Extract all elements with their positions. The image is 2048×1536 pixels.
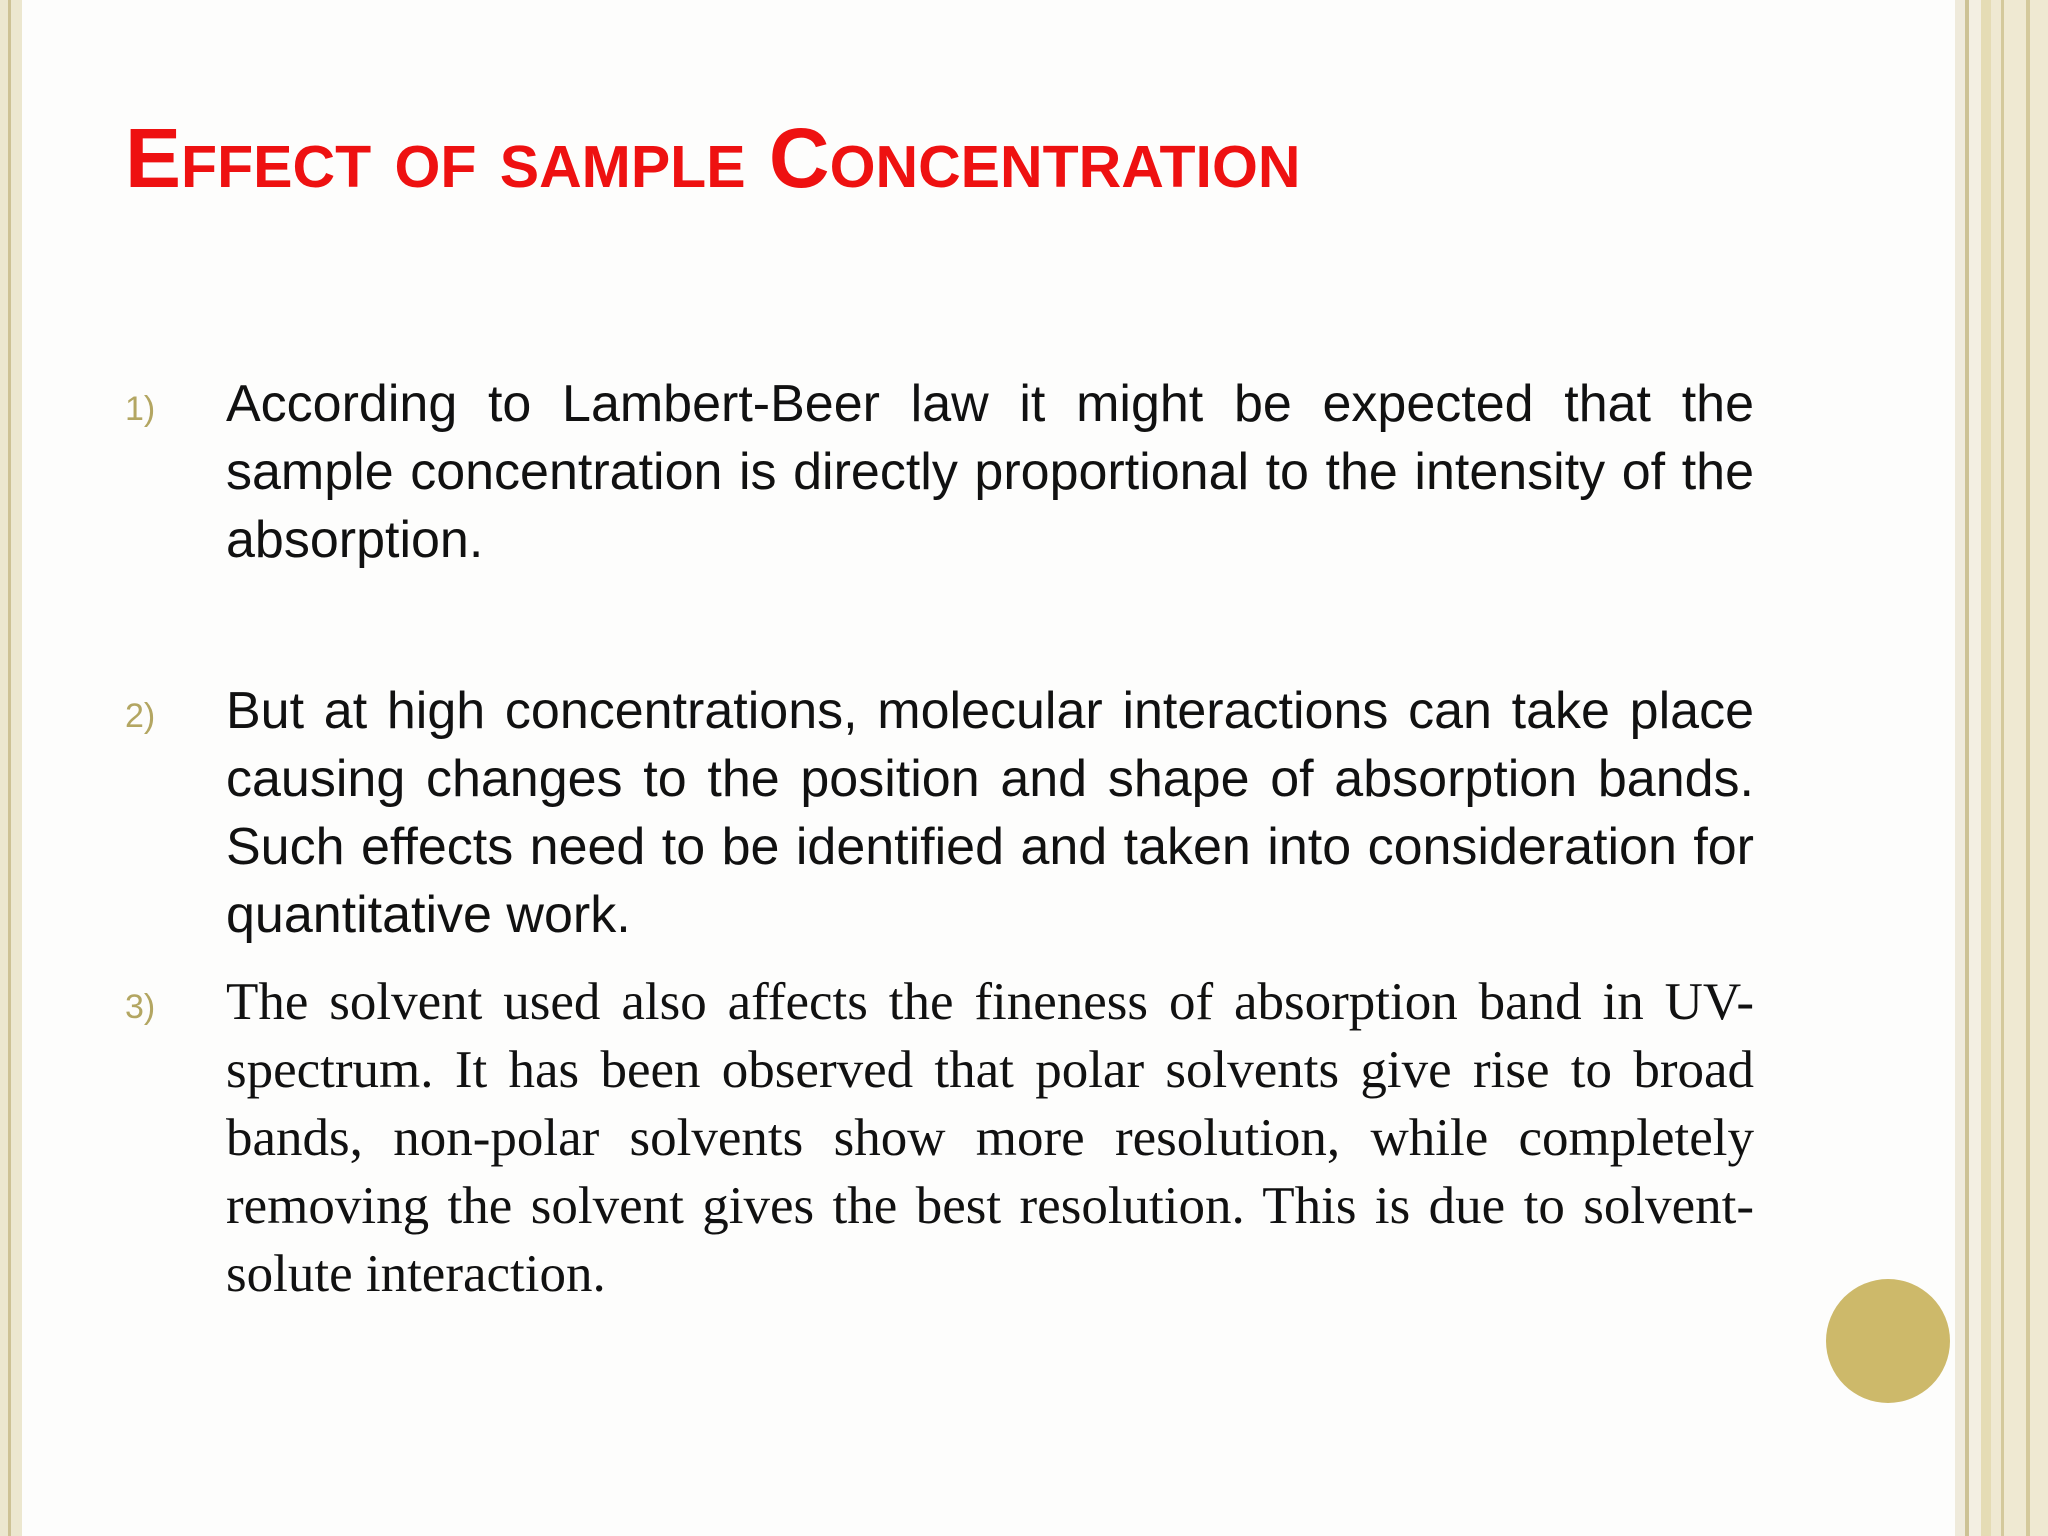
right-border-line <box>2026 0 2030 1536</box>
bullet-text: But at high concentrations, molecular interactions can take place causing changes to the position and shape of absorption bands. Such effects need to be identified and taken into consideration for quantitative work. <box>226 682 1754 944</box>
slide-title: Effect of sample Concentration <box>125 111 1301 205</box>
right-border-decoration <box>1991 0 2048 1536</box>
right-border-decoration <box>1955 0 1965 1536</box>
bullet-number: 3) <box>125 988 156 1026</box>
bullet-number: 1) <box>125 390 156 428</box>
bullet-number: 2) <box>125 697 156 735</box>
right-border-decoration <box>1969 0 1981 1536</box>
right-border-decoration <box>1981 0 1991 1536</box>
right-border-line <box>2001 0 2004 1536</box>
bullet-text: According to Lambert-Beer law it might be expected that the sample concentration is directly proportional to the intensity of the absorption. <box>226 375 1754 569</box>
bullet-text: The solvent used also affects the fineness of absorption band in UV-spectrum. It has been observed that polar solvents give rise to broad bands, non-polar solvents show more resolution, while completely removing the solvent gives the best resolution. This is due to solvent-solute interaction. <box>226 973 1754 1303</box>
left-border-line <box>8 0 11 1536</box>
decorative-circle <box>1826 1279 1950 1403</box>
left-border-decoration <box>0 0 22 1536</box>
